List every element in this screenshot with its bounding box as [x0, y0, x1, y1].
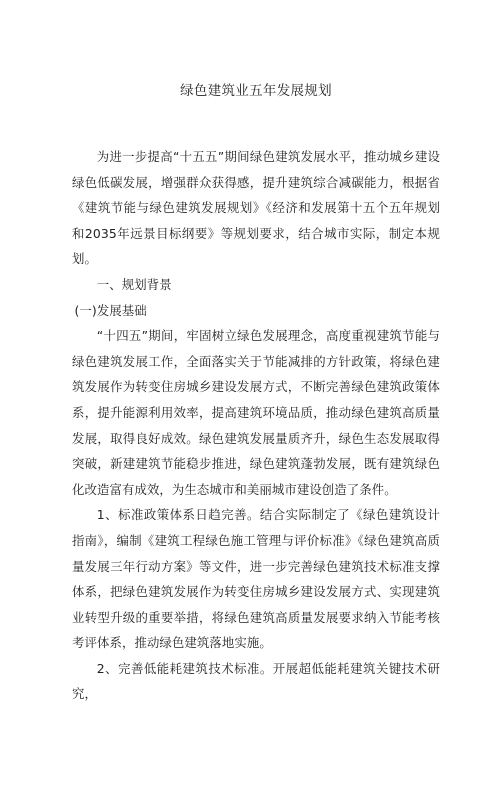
- section-heading-background: 一、规划背景: [96, 276, 172, 292]
- policy-system-paragraph: 1、标准政策体系日趋完善。结合实际制定了《绿色建筑设计指南》，编制《建筑工程绿色施工管理与评价标准》《绿色建筑高质量发展三年行动方案》等文件，进一步完善绿色建筑技术标准支撑体系，把绿色建筑发展作为转变住房城乡建设发展方式、实现建筑业转型升级的重要举措，将绿色建筑高质量发展要求纳入节能考核考评体系，推动绿色建筑落地实施。: [72, 507, 440, 651]
- foundation-paragraph: “十四五”期间，牢固树立绿色发展理念，高度重视建筑节能与绿色建筑发展工作，全面落实关于节能减排的方针政策，将绿色建筑发展作为转变住房城乡建设发展方式，不断完善绿色建筑政策体系，提升能源利用效率，提高建筑环境品质，推动绿色建筑高质量发展，取得良好成效。绿色建筑发展量质齐升，绿色生态发展取得突破，新建建筑节能稳步推进，绿色建筑蓬勃发展，既有建筑绿色化改造富有成效，为生态城市和美丽城市建设创造了条件。: [72, 328, 440, 497]
- subsection-heading-foundation: (一)发展基础: [74, 302, 147, 318]
- intro-paragraph: 为进一步提高“十五五”期间绿色建筑发展水平，推动城乡建设绿色低碳发展，增强群众获得感，提升建筑综合减碳能力，根据省《建筑节能与绿色建筑发展规划》《经济和发展第十五个五年规划和2035年远景目标纲要》等规划要求，结合城市实际，制定本规划。: [72, 149, 440, 267]
- low-energy-standard-paragraph: 2、完善低能耗建筑技术标准。开展超低能耗建筑关键技术研究，: [72, 660, 440, 702]
- document-title: 绿色建筑业五年发展规划: [180, 83, 332, 99]
- document-body: [72, 144, 440, 707]
- document-page: [0, 82, 500, 789]
